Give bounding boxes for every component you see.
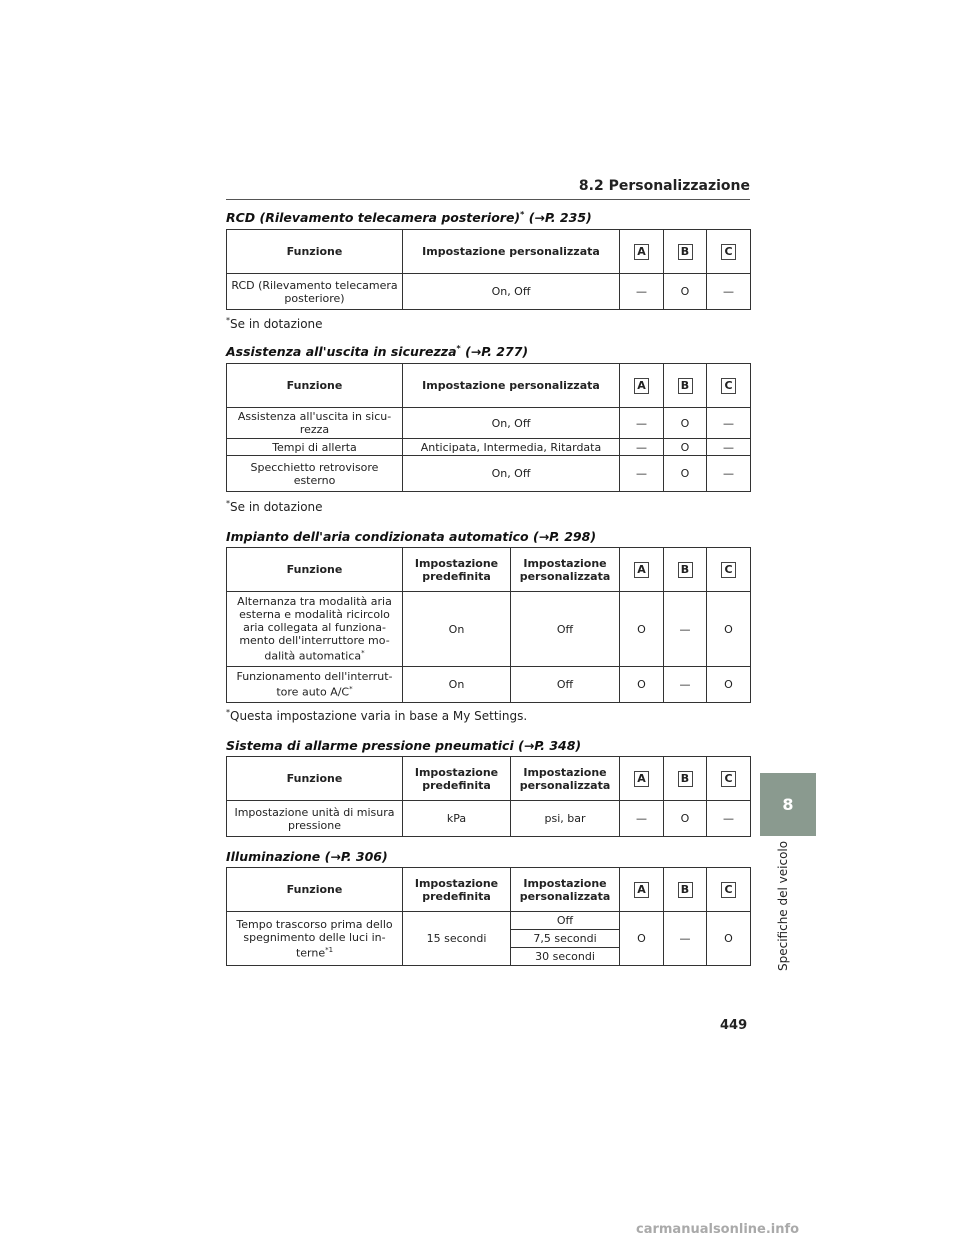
cell-personalizzata: psi, bar: [511, 801, 620, 837]
cell-b: O: [664, 439, 707, 456]
watermark-text: carmanualsonline.info: [636, 1222, 800, 1237]
cell-a: —: [620, 456, 664, 492]
cell-c: O: [707, 592, 751, 667]
cell-b: O: [664, 408, 707, 439]
table-row: [227, 274, 751, 310]
footnote-text: Se in dotazione: [230, 317, 323, 331]
cell-personalizzata: On, Off: [403, 456, 620, 492]
uscita-title-ref: (→P. 277): [465, 344, 529, 360]
clima-section-title: [226, 529, 596, 544]
chapter-tab-label-text: Specifiche del veicolo: [776, 840, 790, 971]
cell-a: O: [620, 667, 664, 703]
cell-a: —: [620, 408, 664, 439]
cell-funzione: RCD (Rilevamento telecamera posteriore): [227, 274, 403, 310]
cell-b: O: [664, 274, 707, 310]
rcd-footnote: [226, 316, 323, 331]
cell-predefinita: kPa: [403, 801, 511, 837]
cell-b: —: [664, 592, 707, 667]
cell-funzione: Assistenza all'uscita in sicu-rezza: [227, 408, 403, 439]
clima-title-ref: (→P. 298): [533, 529, 597, 544]
column-b-label: B: [678, 882, 693, 898]
column-a-label: A: [634, 771, 649, 787]
uscita-footnote: [226, 499, 323, 514]
cell-a: —: [620, 274, 664, 310]
table-row: [227, 439, 751, 456]
header-funzione: Funzione: [227, 868, 403, 912]
column-a-label: A: [634, 562, 649, 578]
cell-predefinita: On: [403, 592, 511, 667]
cell-funzione-text: Alternanza tra modalità aria esterna e modalità ricircolo aria collegata al funziona-mento dell'interruttore mo-dalità automatica: [237, 595, 392, 663]
cell-funzione: Specchietto retrovisore esterno: [227, 456, 403, 492]
uscita-title-text: Assistenza all'uscita in sicurezza: [226, 344, 457, 360]
cell-a: O: [620, 912, 664, 966]
chapter-tab-label: [770, 840, 792, 974]
cell-c: O: [707, 667, 751, 703]
illuminazione-title-ref: (→P. 306): [324, 849, 388, 864]
pneumatici-section-title: [226, 738, 581, 753]
cell-a: O: [620, 592, 664, 667]
column-b-label: B: [678, 244, 693, 260]
header-funzione: Funzione: [227, 364, 403, 408]
cell-option: 30 secondi: [511, 948, 620, 966]
cell-predefinita: On: [403, 667, 511, 703]
table-row: [227, 592, 751, 667]
cell-funzione: [227, 912, 403, 966]
cell-predefinita: 15 secondi: [403, 912, 511, 966]
rcd-title-text: RCD (Rilevamento telecamera posteriore): [226, 210, 521, 226]
cell-c: —: [707, 456, 751, 492]
rcd-table: [226, 229, 751, 310]
cell-funzione: Impostazione unità di misura pressione: [227, 801, 403, 837]
cell-personalizzata: Off: [511, 667, 620, 703]
table-row: [227, 801, 751, 837]
cell-funzione: Tempi di allerta: [227, 439, 403, 456]
cell-personalizzata: Off: [511, 592, 620, 667]
header-funzione: Funzione: [227, 230, 403, 274]
pneumatici-title-ref: (→P. 348): [518, 738, 582, 753]
footnote-text: Se in dotazione: [230, 500, 323, 514]
cell-star: *: [361, 649, 365, 658]
header-personalizzata: Impostazione personalizzata: [403, 230, 620, 274]
cell-funzione-text: Funzionamento dell'interrut-tore auto A/C: [236, 670, 393, 699]
section-header-title: 8.2 Personalizzazione: [578, 178, 750, 194]
illuminazione-title-text: Illuminazione: [226, 849, 321, 864]
cell-funzione-text: Tempo trascorso prima dello spegnimento delle luci in-terne: [236, 917, 393, 960]
column-c-label: C: [721, 771, 736, 787]
cell-funzione: [227, 592, 403, 667]
header-funzione: Funzione: [227, 757, 403, 801]
chapter-tab-number: 8: [760, 773, 816, 836]
header-personalizzata: Impostazione personalizzata: [511, 548, 620, 592]
column-a-label: A: [634, 244, 649, 260]
illuminazione-section-title: [226, 849, 388, 864]
cell-b: O: [664, 801, 707, 837]
rcd-title-ref: (→P. 235): [528, 210, 592, 226]
column-c-label: C: [721, 244, 736, 260]
cell-personalizzata: On, Off: [403, 408, 620, 439]
cell-c: —: [707, 439, 751, 456]
table-row: [227, 408, 751, 439]
clima-title-text: Impianto dell'aria condizionata automatico: [226, 529, 529, 544]
cell-b: —: [664, 667, 707, 703]
column-c-label: C: [721, 378, 736, 394]
illuminazione-table: [226, 867, 751, 966]
pneumatici-title-text: Sistema di allarme pressione pneumatici: [226, 738, 514, 753]
cell-b: —: [664, 912, 707, 966]
uscita-title-star: *: [456, 344, 461, 353]
cell-b: O: [664, 456, 707, 492]
column-a-label: A: [634, 378, 649, 394]
clima-footnote: [226, 708, 527, 723]
cell-star: *: [349, 685, 353, 694]
header-predefinita: Impostazione predefinita: [403, 868, 511, 912]
pneumatici-table: [226, 756, 751, 837]
clima-table: [226, 547, 751, 703]
column-b-label: B: [678, 378, 693, 394]
cell-c: —: [707, 801, 751, 837]
header-personalizzata: Impostazione personalizzata: [511, 868, 620, 912]
cell-c: O: [707, 912, 751, 966]
footnote-star: *: [226, 708, 230, 717]
column-c-label: C: [721, 562, 736, 578]
header-funzione: Funzione: [227, 548, 403, 592]
column-b-label: B: [678, 562, 693, 578]
header-predefinita: Impostazione predefinita: [403, 548, 511, 592]
header-personalizzata: Impostazione personalizzata: [403, 364, 620, 408]
header-divider: [226, 199, 750, 200]
rcd-title-star: *: [520, 210, 525, 219]
cell-option: Off: [511, 912, 620, 930]
cell-star: *1: [325, 945, 334, 954]
cell-a: —: [620, 439, 664, 456]
cell-funzione: [227, 667, 403, 703]
footnote-star: *: [226, 316, 230, 325]
table-row: [227, 456, 751, 492]
footnote-star: *: [226, 499, 230, 508]
cell-c: —: [707, 408, 751, 439]
header-predefinita: Impostazione predefinita: [403, 757, 511, 801]
table-row: [227, 912, 751, 930]
cell-personalizzata: On, Off: [403, 274, 620, 310]
table-row: [227, 667, 751, 703]
footnote-text: Questa impostazione varia in base a My Settings.: [230, 709, 528, 723]
cell-a: —: [620, 801, 664, 837]
column-c-label: C: [721, 882, 736, 898]
page-number: 449: [720, 1018, 748, 1033]
header-personalizzata: Impostazione personalizzata: [511, 757, 620, 801]
cell-option: 7,5 secondi: [511, 930, 620, 948]
column-b-label: B: [678, 771, 693, 787]
uscita-table: [226, 363, 751, 492]
cell-c: —: [707, 274, 751, 310]
column-a-label: A: [634, 882, 649, 898]
rcd-section-title: [226, 210, 592, 225]
uscita-section-title: [226, 344, 528, 359]
cell-personalizzata: Anticipata, Intermedia, Ritardata: [403, 439, 620, 456]
